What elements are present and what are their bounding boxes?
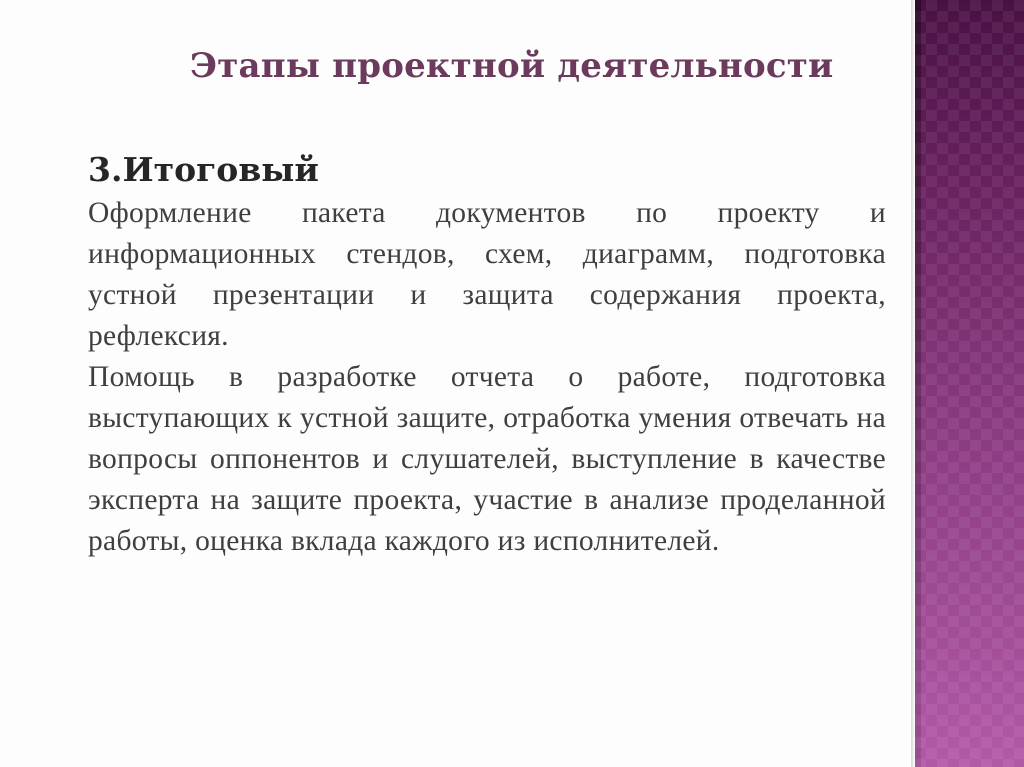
paragraph-teacher-tasks: Оформление пакета документов по проекту и информационных стендов, схем, диаграмм, подготовка устной презентации и защита содержания проекта, рефлексия. [88, 197, 886, 352]
slide-body [88, 150, 886, 562]
decorative-side-band [915, 0, 1024, 767]
slide-title: Этапы проектной деятельности [190, 46, 834, 86]
side-band-shadow [915, 0, 921, 767]
paragraph-student-help: Помощь в разработке отчета о работе, подготовка выступающих к устной защите, отработка умения отвечать на вопросы оппонентов и слушателей, выступление в качестве эксперта на защите проекта, участие в анализе проделанной работы, оценка вклада каждого из исполнителей. [88, 361, 886, 557]
stage-heading: 3.Итоговый [88, 150, 319, 189]
